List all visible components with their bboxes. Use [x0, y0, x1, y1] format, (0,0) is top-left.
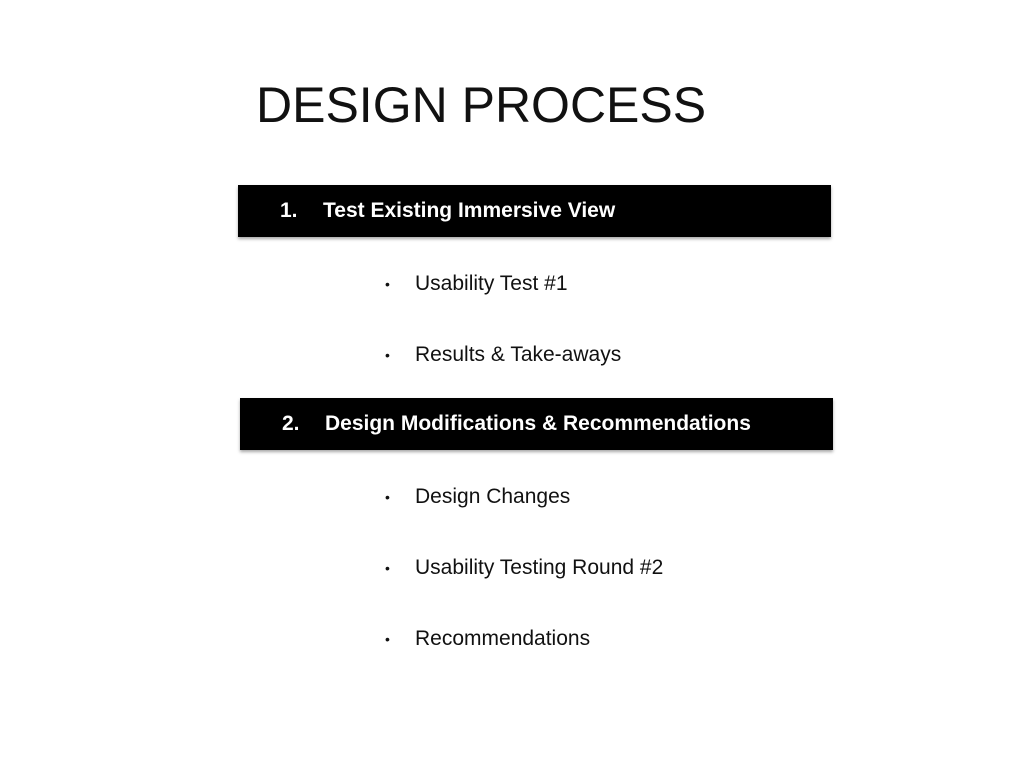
bullet-icon: • — [385, 276, 390, 292]
section-number: 1. — [280, 199, 298, 222]
list-item-text: Usability Test #1 — [415, 272, 568, 295]
list-item-text: Usability Testing Round #2 — [415, 556, 664, 579]
bullet-icon: • — [385, 631, 390, 647]
section-heading-bar — [238, 185, 831, 237]
bullet-icon: • — [385, 560, 390, 576]
list-item-text: Recommendations — [415, 627, 591, 650]
section-heading: Test Existing Immersive View — [323, 199, 616, 222]
bullet-icon: • — [385, 489, 390, 505]
list-item-text: Results & Take-aways — [415, 343, 622, 366]
section-heading-bar — [240, 398, 833, 450]
list-item-text: Design Changes — [415, 485, 571, 508]
section-heading: Design Modifications & Recommendations — [325, 412, 751, 435]
bullet-icon: • — [385, 347, 390, 363]
slide-title: DESIGN PROCESS — [256, 77, 707, 133]
section-number: 2. — [282, 412, 300, 435]
